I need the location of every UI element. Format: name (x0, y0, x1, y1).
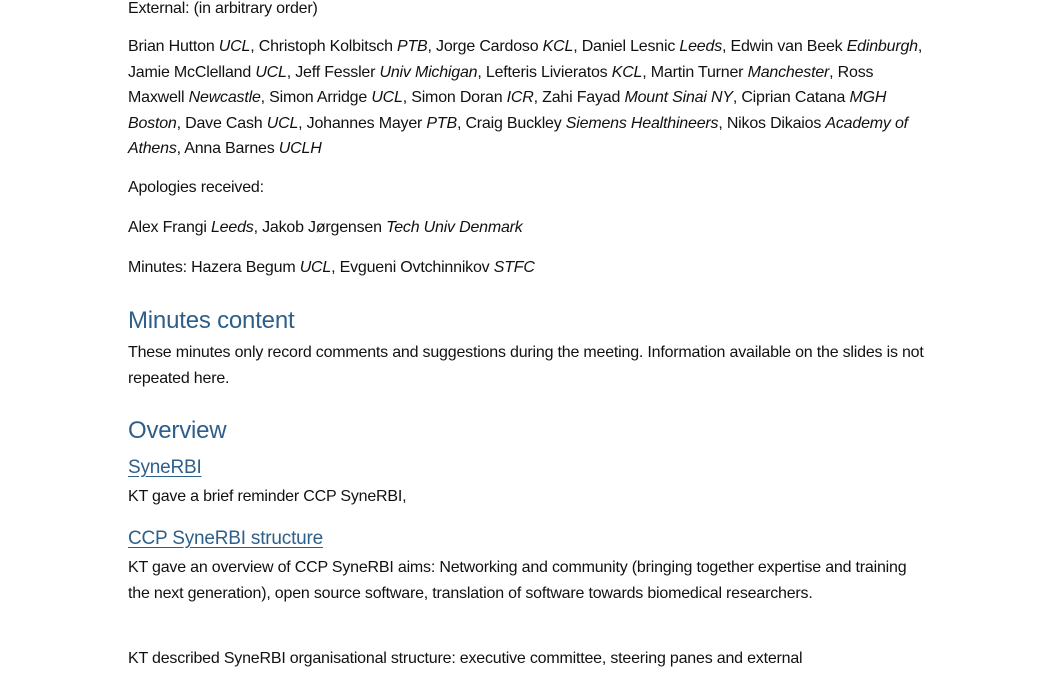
minutes-content-text: These minutes only record comments and suggestions during the meeting. Information available on the slides is not repeated here. (128, 344, 924, 387)
person-name: Evgueni Ovtchinnikov (339, 259, 490, 276)
person-name: Zahi Fayad (542, 89, 621, 106)
person-affiliation: MGH Boston (128, 89, 887, 132)
person-name: Jamie McClelland (128, 63, 252, 81)
person-entry (307, 115, 457, 132)
person-entry (259, 38, 428, 55)
person-name: Edwin van Beek (730, 38, 843, 55)
person-name: Christoph Kolbitsch (258, 38, 393, 55)
person-entry (191, 259, 331, 276)
person-affiliation: Newcastle (188, 89, 261, 106)
person-affiliation: Siemens Healthineers (565, 114, 719, 132)
person-affiliation: Manchester (747, 63, 830, 81)
person-entry (184, 140, 321, 157)
person-affiliation: Academy of Athens (128, 114, 908, 157)
person-entry (411, 89, 533, 106)
external-heading: External: (in arbitrary order) (128, 0, 318, 17)
person-entry (262, 219, 523, 236)
person-affiliation: Univ Michigan (379, 63, 478, 81)
person-entry (340, 259, 535, 276)
person-name: Martin Turner (650, 63, 744, 81)
person-name: Brian Hutton (128, 38, 215, 55)
person-name: Jakob Jørgensen (262, 219, 382, 236)
person-affiliation: Tech Univ Denmark (386, 219, 523, 236)
person-entry (465, 115, 718, 132)
person-name: Anna Barnes (184, 140, 275, 157)
person-name: Daniel Lesnic (581, 38, 676, 55)
person-affiliation: UCL (371, 89, 403, 106)
apologies-list: Alex Frangi Leeds, Jakob Jørgensen Tech Univ Denmark (128, 219, 523, 236)
person-affiliation: KCL (611, 63, 643, 81)
person-affiliation: Mount Sinai NY (624, 89, 733, 106)
person-name: Dave Cash (185, 114, 263, 132)
person-affiliation: PTB (426, 114, 457, 132)
person-name: Jorge Cardoso (436, 38, 539, 55)
section-heading-synerbi[interactable]: SyneRBI (128, 457, 202, 478)
person-entry (128, 219, 254, 236)
apologies-heading: Apologies received: (128, 179, 264, 196)
person-entry (486, 64, 642, 81)
person-name: Johannes Mayer (306, 114, 423, 132)
person-name: Simon Doran (411, 89, 503, 106)
section-heading-structure[interactable]: CCP SyneRBI structure (128, 528, 324, 549)
person-affiliation: PTB (397, 38, 428, 55)
person-entry (185, 115, 298, 132)
section-text-structure-aims: KT gave an overview of CCP SyneRBI aims: Networking and community (bringing together expertise and training the next generation), open source software, translation of software towards biomedical researchers. (128, 559, 907, 602)
person-entry (295, 64, 477, 81)
person-entry (731, 38, 918, 55)
person-name: Ross Maxwell (128, 63, 874, 106)
person-name: Craig Buckley (465, 114, 562, 132)
external-attendee-list: Brian Hutton UCL, Christoph Kolbitsch PTB, Jorge Cardoso KCL, Daniel Lesnic Leeds, Edwin van Beek Edinburgh, Jamie McClelland UCL, Jeff Fessler Univ Michigan, Lefteris Livieratos KCL, Martin Turner Manchester, Ross Maxwell Newcastle, Simon Arridge UCL, Simon Doran ICR, Zahi Fayad Mount Sinai NY, Ciprian Catana MGH Boston, Dave Cash UCL, Johannes Mayer PTB, Craig Buckley Siemens Healthineers, Nikos Dikaios Academy of Athens, Anna Barnes UCLH (128, 38, 923, 157)
person-name: Hazera Begum (191, 259, 296, 276)
person-affiliation: UCL (266, 114, 299, 132)
person-entry (128, 64, 287, 81)
person-entry (128, 38, 250, 55)
person-affiliation: UCLH (278, 140, 322, 157)
minute-takers-line: Minutes: Hazera Begum UCL, Evgueni Ovtchinnikov STFC (128, 259, 535, 276)
overview-heading: Overview (128, 417, 227, 444)
person-name: Nikos Dikaios (726, 114, 822, 132)
person-name: Simon Arridge (269, 89, 368, 106)
person-entry (542, 89, 733, 106)
person-name: Ciprian Catana (741, 89, 846, 106)
person-affiliation: Leeds (679, 38, 723, 55)
person-entry (582, 38, 722, 55)
person-affiliation: ICR (506, 89, 534, 106)
minutes-content-heading: Minutes content (128, 307, 295, 334)
section-text-structure-org: KT described SyneRBI organisational structure: executive committee, steering panes and external (128, 650, 803, 667)
person-entry (269, 89, 403, 106)
person-affiliation: KCL (542, 38, 574, 55)
person-affiliation: STFC (493, 259, 535, 276)
person-affiliation: UCL (299, 259, 332, 276)
person-name: Jeff Fessler (295, 63, 376, 81)
person-name: Lefteris Livieratos (485, 63, 608, 81)
person-name: Alex Frangi (128, 219, 207, 236)
person-entry (436, 38, 573, 55)
person-affiliation: UCL (218, 38, 251, 55)
person-affiliation: Leeds (210, 219, 254, 236)
section-text-synerbi: KT gave a brief reminder CCP SyneRBI, (128, 488, 407, 505)
person-entry (651, 64, 829, 81)
person-affiliation: UCL (255, 63, 287, 81)
person-affiliation: Edinburgh (846, 38, 918, 55)
minutes-label: Minutes: (128, 259, 187, 276)
